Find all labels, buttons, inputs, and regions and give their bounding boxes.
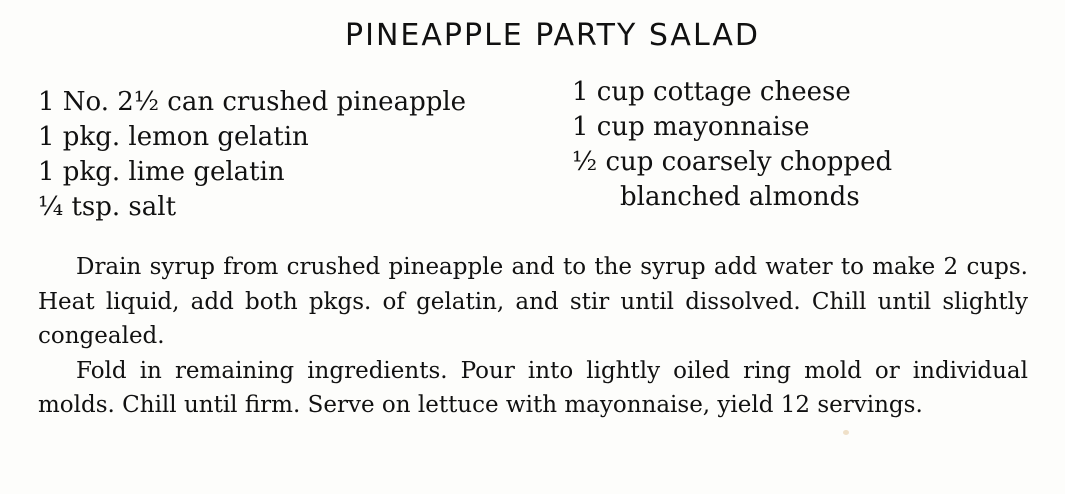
ingredient-item: 1 pkg. lime gelatin <box>38 157 285 187</box>
instruction-paragraph: Fold in remaining ingredients. Pour into lightly oiled ring mold or individual molds. Chill until firm. Serve on lettuce with mayonnaise, yield 12 servings. <box>38 357 1028 418</box>
ingredient-item-continuation: blanched almonds <box>620 182 860 212</box>
ingredients-left-column <box>38 85 518 225</box>
ingredient-item: 1 cup mayonnaise <box>572 112 810 142</box>
ingredients-right-column <box>572 75 1042 215</box>
ingredient-item: 1 pkg. lemon gelatin <box>38 122 309 152</box>
paper-speck <box>843 430 849 435</box>
recipe-title: PINEAPPLE PARTY SALAD <box>345 18 760 53</box>
ingredient-item: 1 No. 2½ can crushed pineapple <box>38 87 467 117</box>
ingredient-item: ¼ tsp. salt <box>38 192 177 222</box>
ingredient-item: 1 cup cottage cheese <box>572 77 851 107</box>
ingredient-item: ½ cup coarsely chopped <box>572 147 893 177</box>
instruction-paragraph: Drain syrup from crushed pineapple and to the syrup add water to make 2 cups. Heat liquid, add both pkgs. of gelatin, and stir until dissolved. Chill until slightly congealed. <box>38 254 1028 349</box>
recipe-instructions <box>38 250 1028 423</box>
